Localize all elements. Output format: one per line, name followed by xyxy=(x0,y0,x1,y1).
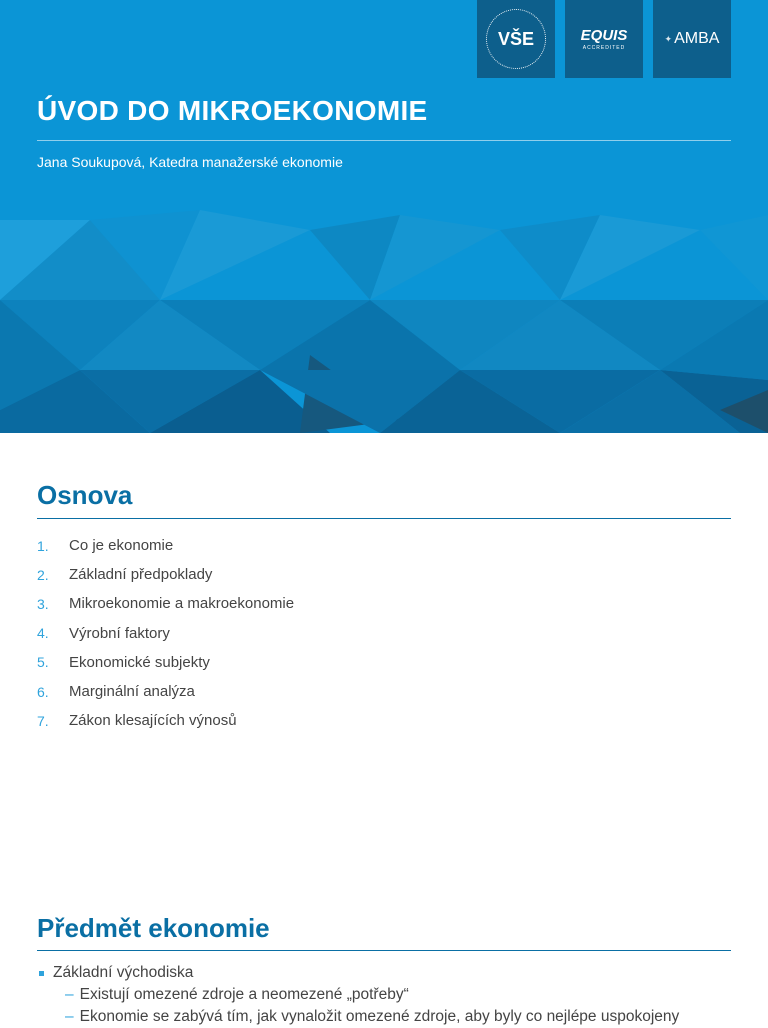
equis-logo-sub: ACCREDITED xyxy=(582,45,626,51)
subbullet-text: Existují omezené zdroje a neomezené „potřeby“ xyxy=(79,986,409,1003)
dash-icon: – xyxy=(65,1008,74,1025)
presentation-title: ÚVOD DO MIKROEKONOMIE xyxy=(37,95,428,126)
item-number: 7. xyxy=(37,712,49,729)
item-number: 3. xyxy=(37,595,49,612)
item-label: Mikroekonomie a makroekonomie xyxy=(69,595,295,613)
item-number: 6. xyxy=(37,683,49,700)
equis-logo xyxy=(565,0,643,78)
outline-item xyxy=(37,560,294,589)
subject-bullets xyxy=(37,962,737,1028)
subject-title: Předmět ekonomie xyxy=(37,913,270,943)
amba-star-icon: ✦ xyxy=(664,33,673,44)
outline-item xyxy=(37,619,294,648)
bullet-square-icon xyxy=(39,971,44,976)
dash-icon: – xyxy=(65,986,74,1003)
outline-list xyxy=(37,531,294,735)
amba-logo-text: AMBA xyxy=(674,30,720,47)
outline-item xyxy=(37,648,294,677)
item-label: Zákon klesajících výnosů xyxy=(69,712,237,730)
title-slide xyxy=(0,0,768,433)
equis-logo-text: EQUIS xyxy=(580,27,628,44)
item-label: Marginální analýza xyxy=(69,683,195,701)
item-number: 5. xyxy=(37,654,49,671)
outline-title: Osnova xyxy=(37,480,133,510)
item-label: Základní předpoklady xyxy=(69,566,213,584)
bullet-item xyxy=(37,962,737,984)
item-label: Co je ekonomie xyxy=(69,537,174,555)
outline-item xyxy=(37,589,294,618)
item-number: 1. xyxy=(37,537,49,554)
item-number: 2. xyxy=(37,566,49,583)
bullet-text: Základní východiska xyxy=(53,964,194,981)
outline-item xyxy=(37,531,294,560)
subbullet-text: Ekonomie se zabývá tím, jak vynaložit omezené zdroje, aby byly co nejlépe uspokojeny xyxy=(79,1008,680,1025)
outline-divider xyxy=(37,518,731,519)
presentation-subtitle: Jana Soukupová, Katedra manažerské ekonomie xyxy=(37,154,343,170)
vse-logo-text: VŠE xyxy=(497,28,535,49)
subbullet-item xyxy=(37,1006,737,1028)
item-number: 4. xyxy=(37,625,49,642)
subbullet-item xyxy=(37,984,737,1006)
item-label: Výrobní faktory xyxy=(69,624,170,642)
item-label: Ekonomické subjekty xyxy=(69,653,210,671)
outline-item xyxy=(37,677,294,706)
vse-seal-icon xyxy=(486,9,546,69)
title-divider xyxy=(37,140,731,141)
subject-divider xyxy=(37,950,731,951)
outline-item xyxy=(37,706,294,735)
accreditation-logos xyxy=(477,0,731,78)
amba-logo xyxy=(653,0,731,78)
vse-logo xyxy=(477,0,555,78)
